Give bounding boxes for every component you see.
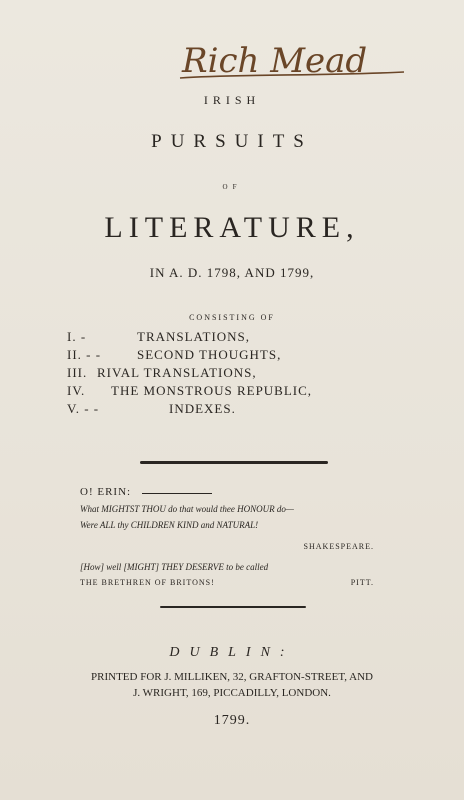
epigraph-line: What MIGHTST THOU do that would thee HONOUR do— <box>80 504 294 514</box>
imprint-year: 1799. <box>213 713 251 728</box>
contents-number: II. - - <box>67 347 102 362</box>
contents-item <box>67 328 387 346</box>
consisting-of-label: CONSISTING OF <box>189 313 275 322</box>
contents-title: SECOND THOUGHTS, <box>137 347 282 362</box>
contents-number: V. - - <box>67 401 100 416</box>
publication-years: IN A. D. 1798, AND 1799, <box>149 265 315 280</box>
imprint-printer-line: J. WRIGHT, 169, PICCADILLY, LONDON. <box>133 687 331 699</box>
epigraph-address: O! ERIN: <box>80 486 132 498</box>
imprint-city: DUBLIN: <box>169 645 295 660</box>
contents-item <box>67 400 387 418</box>
contents-item <box>67 346 387 364</box>
contents-list <box>67 328 387 418</box>
title-line-of: OF <box>222 183 242 191</box>
epigraph-line: [How] well [MIGHT] THEY DESERVE to be called <box>80 562 269 572</box>
contents-title: TRANSLATIONS, <box>137 329 251 344</box>
title-line-pursuits: PURSUITS <box>151 131 313 152</box>
epigraph-attribution: PITT. <box>350 578 374 587</box>
contents-number: III. <box>67 365 88 380</box>
imprint-printer-line: PRINTED FOR J. MILLIKEN, 32, GRAFTON-STREET, AND <box>91 671 373 683</box>
contents-item <box>67 364 387 382</box>
title-line-irish: IRISH <box>203 93 261 107</box>
divider-rule <box>160 606 306 608</box>
epigraph-attribution: SHAKESPEARE. <box>303 542 374 551</box>
contents-number: I. - <box>67 329 87 344</box>
divider-rule <box>140 461 328 464</box>
contents-title: RIVAL TRANSLATIONS, <box>97 365 257 380</box>
contents-number: IV. <box>67 383 86 398</box>
epigraph-line: THE BRETHREN OF BRITONS! <box>80 578 215 587</box>
contents-title: INDEXES. <box>169 401 236 416</box>
imprint-printer <box>0 669 464 701</box>
contents-item <box>67 382 387 400</box>
title-line-literature: LITERATURE, <box>104 211 360 244</box>
handwritten-signature <box>178 36 408 86</box>
epigraph-dash-rule <box>142 493 212 494</box>
epigraph-line: Were ALL thy CHILDREN KIND and NATURAL! <box>80 520 259 530</box>
signature-text: Rich Mead <box>182 41 368 81</box>
contents-title: THE MONSTROUS REPUBLIC, <box>111 383 313 398</box>
